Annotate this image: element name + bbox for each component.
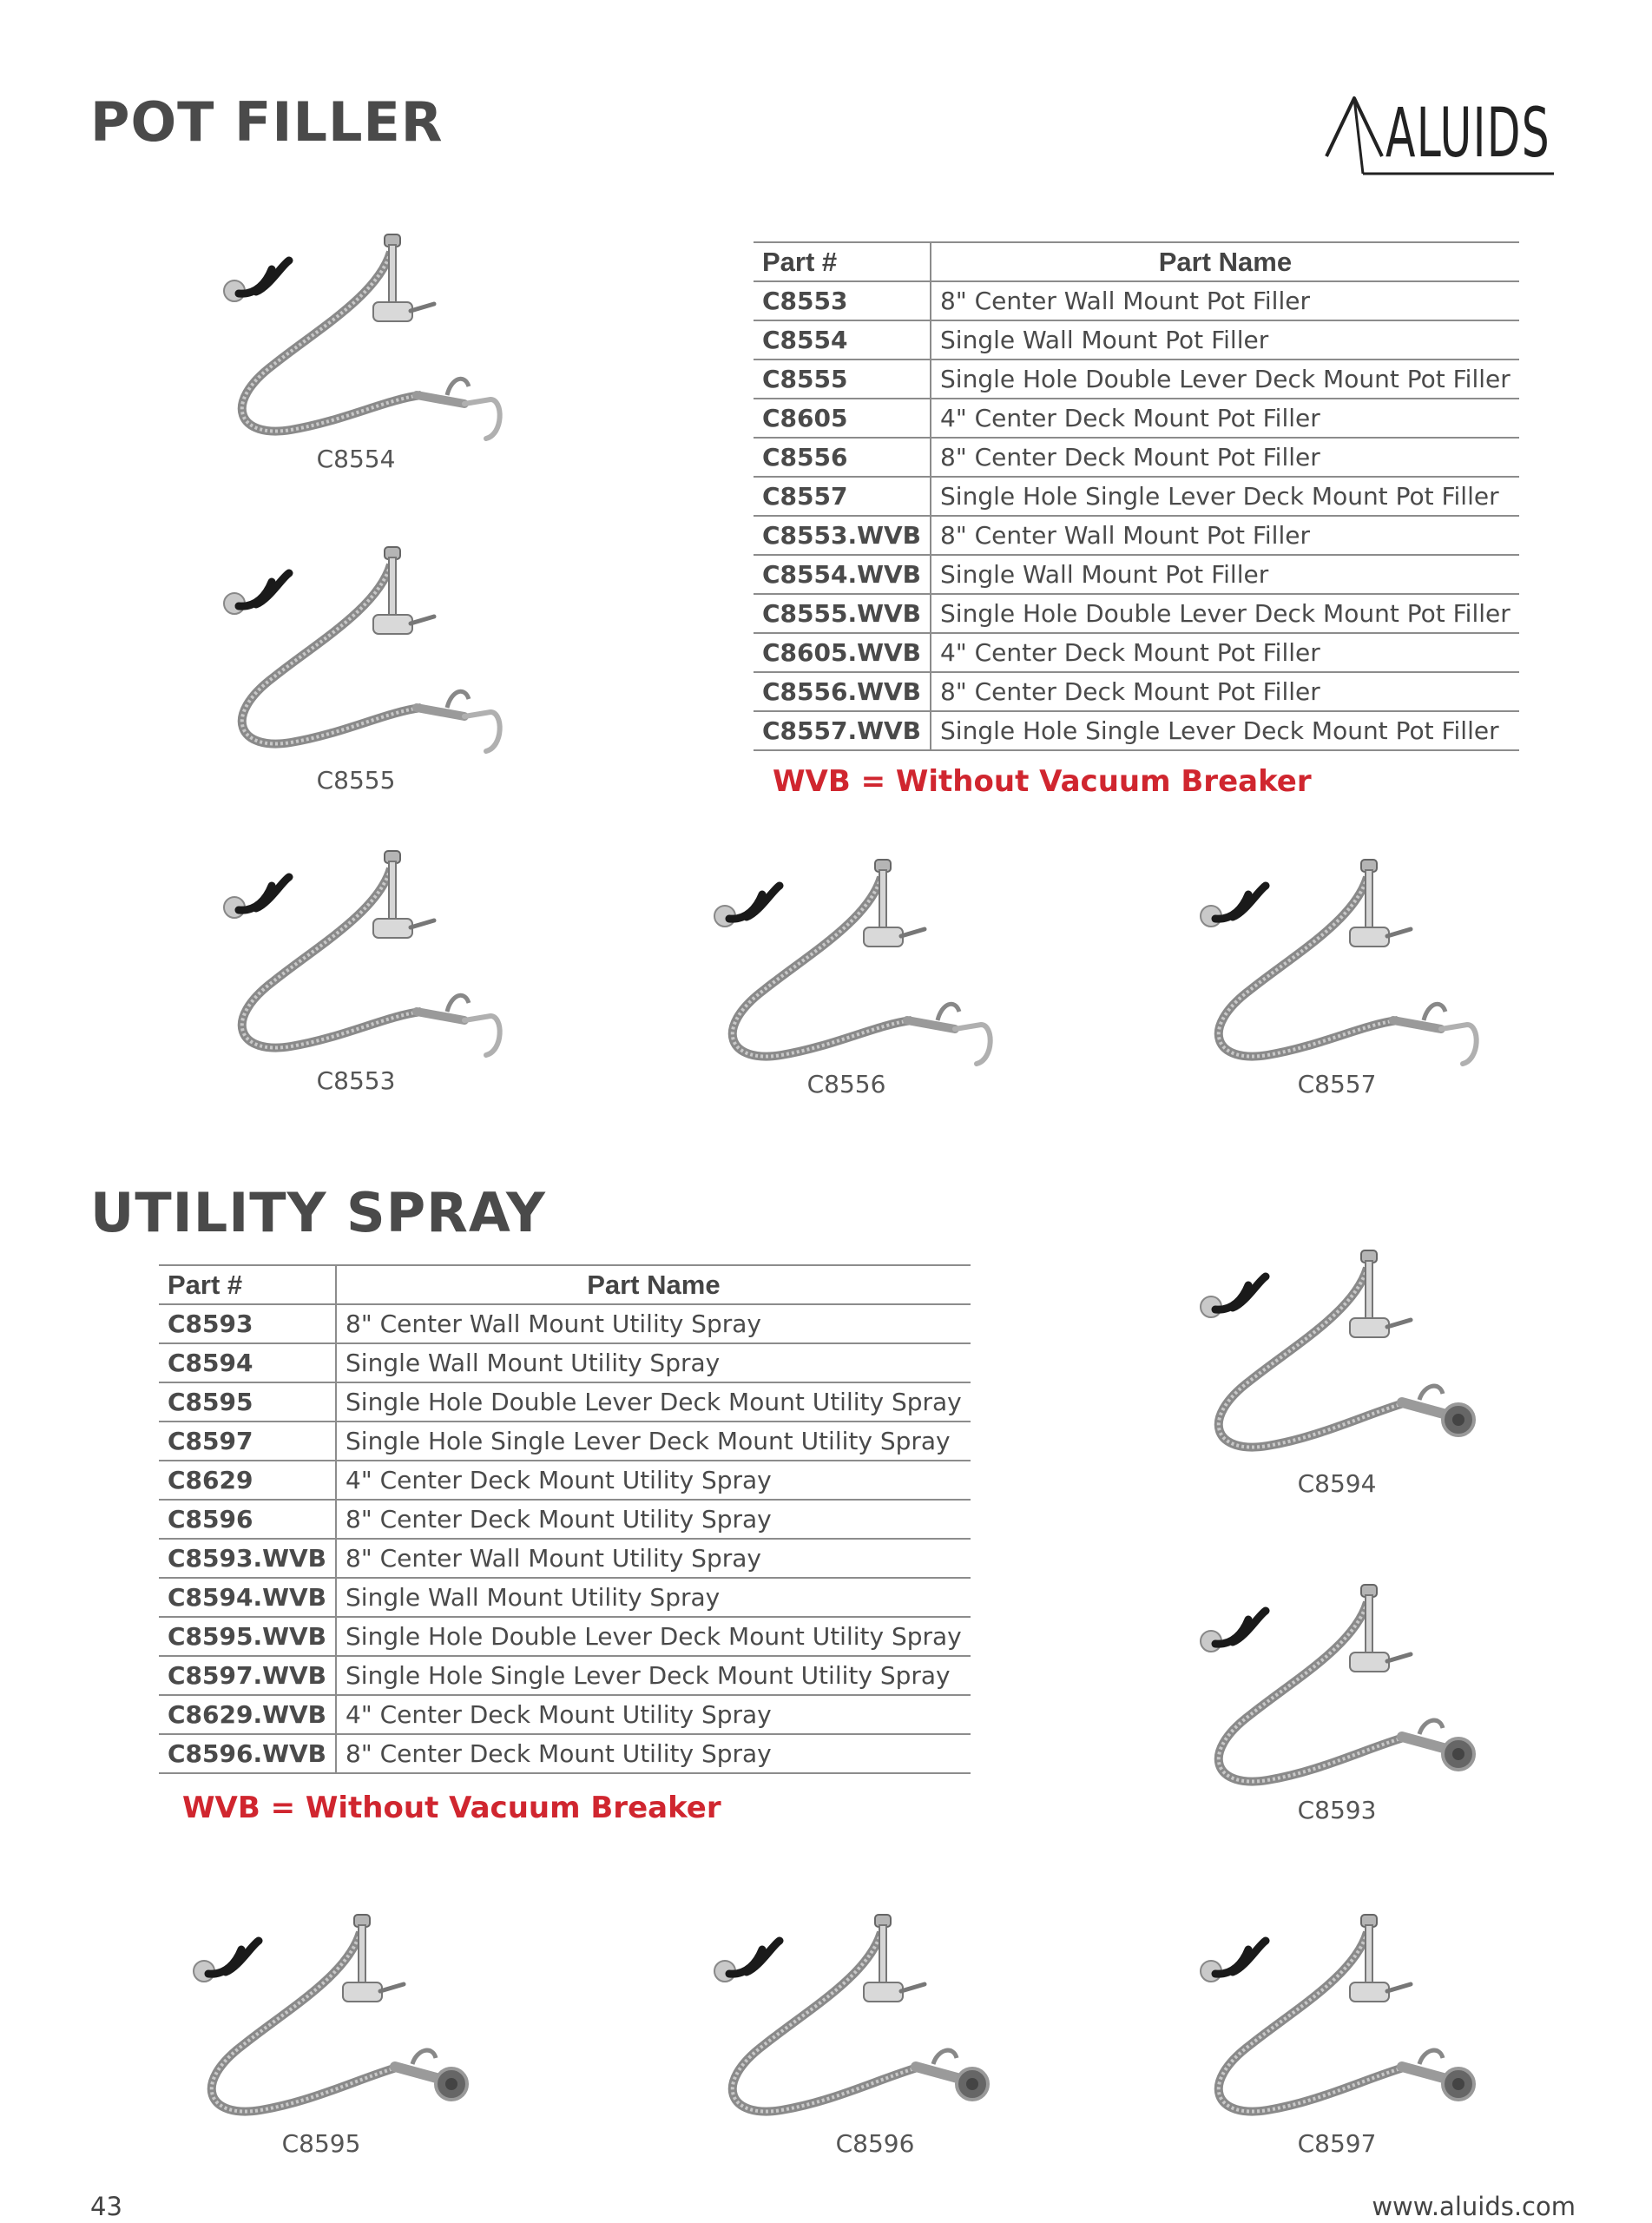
pot-filler-parts-table [754, 241, 1519, 751]
product-image-c8555 [187, 538, 534, 764]
part-name: Single Wall Mount Utility Spray [336, 1343, 971, 1382]
part-number: C8556 [754, 438, 931, 477]
table-header-row [159, 1265, 971, 1304]
table-row [159, 1304, 971, 1343]
part-number: C8594 [159, 1343, 336, 1382]
pot-filler-icon [677, 851, 1024, 1077]
pot-filler-icon [1163, 851, 1510, 1077]
part-number: C8593 [159, 1304, 336, 1343]
part-name: 8" Center Deck Mount Pot Filler [931, 672, 1519, 711]
part-name: 8" Center Wall Mount Pot Filler [931, 516, 1519, 555]
part-number: C8605 [754, 399, 931, 438]
product-caption: C8554 [316, 445, 396, 473]
part-name: Single Hole Double Lever Deck Mount Pot Filler [931, 594, 1519, 633]
part-name: Single Hole Double Lever Deck Mount Utility Spray [336, 1382, 971, 1422]
part-name: 8" Center Wall Mount Utility Spray [336, 1304, 971, 1343]
part-name-header: Part Name [336, 1265, 971, 1304]
part-name: Single Wall Mount Pot Filler [931, 555, 1519, 594]
part-number: C8596 [159, 1500, 336, 1539]
pot-filler-icon [187, 538, 534, 764]
table-row [754, 477, 1519, 516]
table-row [159, 1461, 971, 1500]
table-row [159, 1617, 971, 1656]
product-caption: C8556 [806, 1070, 886, 1098]
utility-spray-icon [156, 1906, 503, 2132]
product-image-c8594 [1163, 1242, 1510, 1468]
product-image-c8557 [1163, 851, 1510, 1077]
product-caption: C8597 [1297, 2129, 1377, 2158]
product-caption: C8595 [281, 2129, 361, 2158]
table-row [754, 633, 1519, 672]
table-header-row [754, 242, 1519, 281]
table-row [159, 1695, 971, 1734]
part-number: C8597.WVB [159, 1656, 336, 1695]
part-number: C8554.WVB [754, 555, 931, 594]
utility-spray-parts-table [159, 1264, 971, 1774]
brand-logo [1320, 91, 1571, 178]
product-caption: C8594 [1297, 1469, 1377, 1498]
table-row [754, 281, 1519, 320]
wvb-note: WVB = Without Vacuum Breaker [773, 764, 1312, 799]
table-row [754, 711, 1519, 750]
utility-spray-icon [677, 1906, 1024, 2132]
table-row [159, 1656, 971, 1695]
product-caption: C8555 [316, 766, 396, 795]
pot-filler-title: POT FILLER [90, 90, 444, 154]
product-image-c8593 [1163, 1576, 1510, 1802]
part-name: 8" Center Deck Mount Pot Filler [931, 438, 1519, 477]
product-image-c8554 [187, 226, 534, 452]
brand-logo-mark [1320, 91, 1571, 178]
part-name: Single Hole Double Lever Deck Mount Pot Filler [931, 360, 1519, 399]
product-image-c8595 [156, 1906, 503, 2132]
part-number: C8594.WVB [159, 1578, 336, 1617]
table-row [754, 320, 1519, 360]
utility-spray-title: UTILITY SPRAY [90, 1181, 546, 1244]
product-caption: C8593 [1297, 1796, 1377, 1824]
part-name: 8" Center Deck Mount Utility Spray [336, 1734, 971, 1773]
product-caption: C8557 [1297, 1070, 1377, 1098]
part-number: C8593.WVB [159, 1539, 336, 1578]
part-name: 4" Center Deck Mount Utility Spray [336, 1461, 971, 1500]
pot-filler-icon [187, 842, 534, 1068]
part-number-header: Part # [754, 242, 931, 281]
part-number: C8595 [159, 1382, 336, 1422]
table-row [159, 1422, 971, 1461]
part-number: C8629.WVB [159, 1695, 336, 1734]
product-image-c8553 [187, 842, 534, 1068]
part-name: Single Hole Single Lever Deck Mount Pot Filler [931, 477, 1519, 516]
part-name-header: Part Name [931, 242, 1519, 281]
website-link[interactable]: www.aluids.com [1372, 2192, 1576, 2221]
product-image-c8596 [677, 1906, 1024, 2132]
product-caption: C8596 [835, 2129, 915, 2158]
part-name: Single Hole Single Lever Deck Mount Utility Spray [336, 1422, 971, 1461]
part-name: Single Hole Double Lever Deck Mount Utility Spray [336, 1617, 971, 1656]
part-number-header: Part # [159, 1265, 336, 1304]
part-name: 4" Center Deck Mount Utility Spray [336, 1695, 971, 1734]
part-name: 8" Center Deck Mount Utility Spray [336, 1500, 971, 1539]
part-name: Single Wall Mount Pot Filler [931, 320, 1519, 360]
part-number: C8605.WVB [754, 633, 931, 672]
part-number: C8595.WVB [159, 1617, 336, 1656]
part-name: 4" Center Deck Mount Pot Filler [931, 399, 1519, 438]
table-row [754, 516, 1519, 555]
part-number: C8557.WVB [754, 711, 931, 750]
table-row [159, 1734, 971, 1773]
table-row [159, 1539, 971, 1578]
table-row [159, 1578, 971, 1617]
page-number: 43 [90, 2192, 122, 2221]
part-number: C8556.WVB [754, 672, 931, 711]
table-row [754, 555, 1519, 594]
table-row [159, 1343, 971, 1382]
part-name: Single Hole Single Lever Deck Mount Pot Filler [931, 711, 1519, 750]
part-number: C8554 [754, 320, 931, 360]
table-row [754, 594, 1519, 633]
part-number: C8553.WVB [754, 516, 931, 555]
product-caption: C8553 [316, 1066, 396, 1095]
part-name: Single Wall Mount Utility Spray [336, 1578, 971, 1617]
table-row [159, 1500, 971, 1539]
wvb-note: WVB = Without Vacuum Breaker [182, 1791, 721, 1825]
table-row [754, 672, 1519, 711]
utility-spray-icon [1163, 1242, 1510, 1468]
part-name: Single Hole Single Lever Deck Mount Utility Spray [336, 1656, 971, 1695]
table-row [754, 399, 1519, 438]
utility-spray-icon [1163, 1576, 1510, 1802]
product-image-c8597 [1163, 1906, 1510, 2132]
part-name: 4" Center Deck Mount Pot Filler [931, 633, 1519, 672]
product-image-c8556 [677, 851, 1024, 1077]
utility-spray-icon [1163, 1906, 1510, 2132]
part-number: C8557 [754, 477, 931, 516]
brand-logo-text: ALUIDS [1385, 95, 1550, 173]
part-number: C8629 [159, 1461, 336, 1500]
table-row [754, 438, 1519, 477]
table-row [159, 1382, 971, 1422]
part-number: C8597 [159, 1422, 336, 1461]
part-number: C8596.WVB [159, 1734, 336, 1773]
part-number: C8555.WVB [754, 594, 931, 633]
pot-filler-icon [187, 226, 534, 452]
part-name: 8" Center Wall Mount Utility Spray [336, 1539, 971, 1578]
part-number: C8553 [754, 281, 931, 320]
table-row [754, 360, 1519, 399]
part-number: C8555 [754, 360, 931, 399]
part-name: 8" Center Wall Mount Pot Filler [931, 281, 1519, 320]
